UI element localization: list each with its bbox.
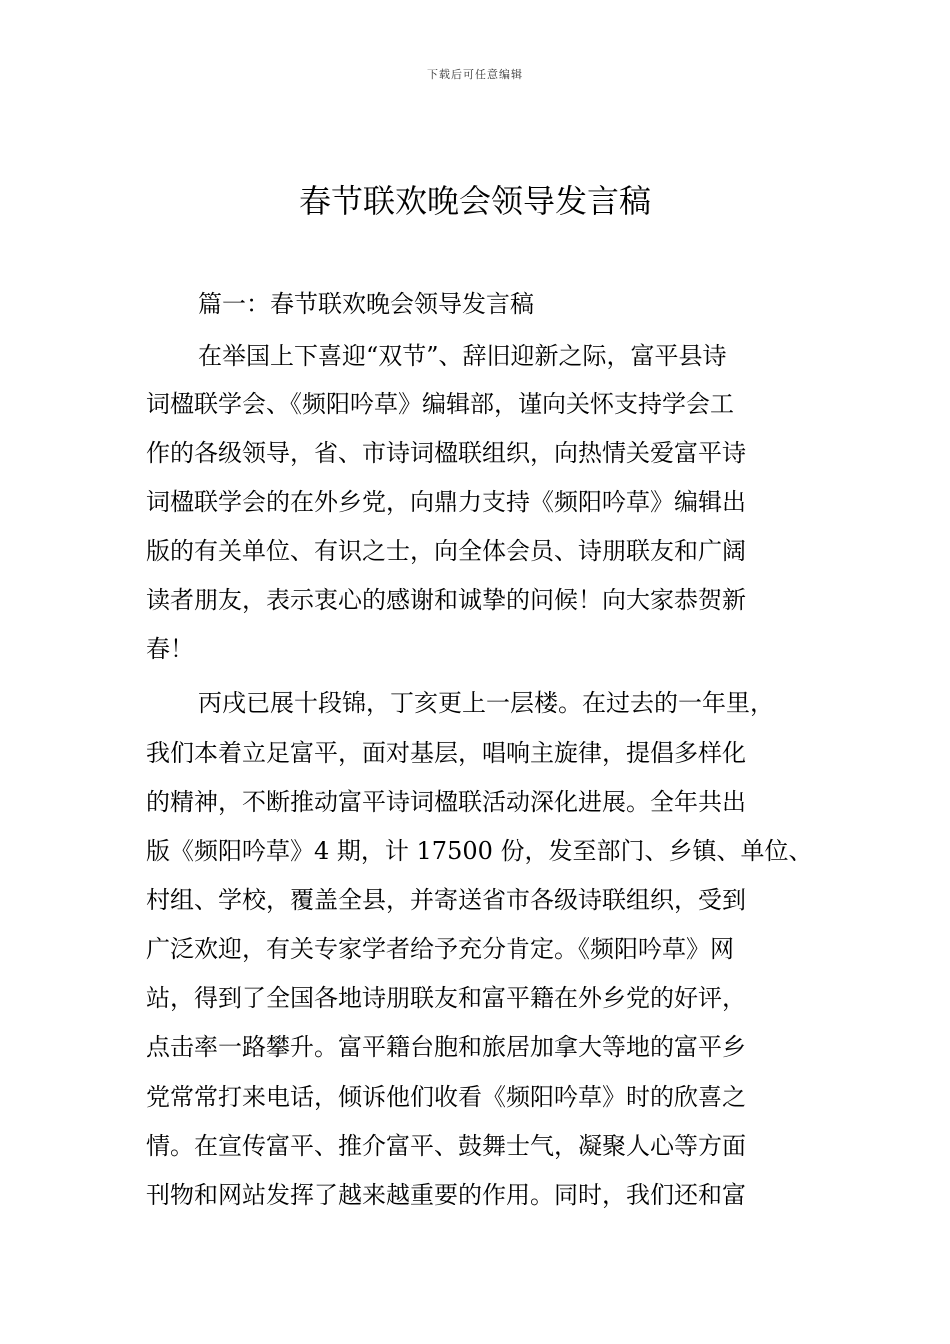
section-heading: 篇一：春节联欢晚会领导发言稿 bbox=[198, 290, 534, 318]
paragraph-line: 站，得到了全国各地诗朋联友和富平籍在外乡党的好评， bbox=[146, 984, 746, 1012]
document-title: 春节联欢晚会领导发言稿 bbox=[298, 182, 651, 220]
paragraph-line: 作的各级领导，省、市诗词楹联组织，向热情关爱富平诗 bbox=[146, 439, 746, 467]
paragraph-line: 我们本着立足富平，面对基层，唱响主旋律，提倡多样化 bbox=[146, 739, 746, 767]
paragraph-line: 词楹联学会的在外乡党，向鼎力支持《频阳吟草》编辑出 bbox=[146, 488, 746, 516]
paragraph-line: 版《频阳吟草》4 期，计 17500 份，发至部门、乡镇、单位、 bbox=[146, 837, 813, 865]
paragraph-line: 读者朋友，表示衷心的感谢和诚挚的问候！向大家恭贺新 bbox=[146, 586, 746, 614]
paragraph-line: 刊物和网站发挥了越来越重要的作用。同时，我们还和富 bbox=[146, 1181, 746, 1209]
header-note: 下载后可任意编辑 bbox=[427, 68, 523, 81]
paragraph-line: 党常常打来电话，倾诉他们收看《频阳吟草》时的欣喜之 bbox=[146, 1083, 746, 1111]
paragraph-line: 村组、学校，覆盖全县，并寄送省市各级诗联组织，受到 bbox=[146, 886, 746, 914]
paragraph-line: 词楹联学会、《频阳吟草》编辑部，谨向关怀支持学会工 bbox=[146, 390, 734, 418]
paragraph-line: 版的有关单位、有识之士，向全体会员、诗朋联友和广阔 bbox=[146, 537, 746, 565]
paragraph-line: 丙戌已展十段锦，丁亥更上一层楼。在过去的一年里， bbox=[198, 689, 774, 717]
paragraph-line: 的精神，不断推动富平诗词楹联活动深化进展。全年共出 bbox=[146, 788, 746, 816]
paragraph-line: 广泛欢迎，有关专家学者给予充分肯定。《频阳吟草》网 bbox=[146, 935, 734, 963]
paragraph-line: 在举国上下喜迎“双节”、辞旧迎新之际，富平县诗 bbox=[198, 342, 727, 370]
paragraph-line: 春！ bbox=[146, 635, 194, 663]
paragraph-line: 点击率一路攀升。富平籍台胞和旅居加拿大等地的富平乡 bbox=[146, 1033, 746, 1061]
paragraph-line: 情。在宣传富平、推介富平、鼓舞士气，凝聚人心等方面 bbox=[146, 1132, 746, 1160]
